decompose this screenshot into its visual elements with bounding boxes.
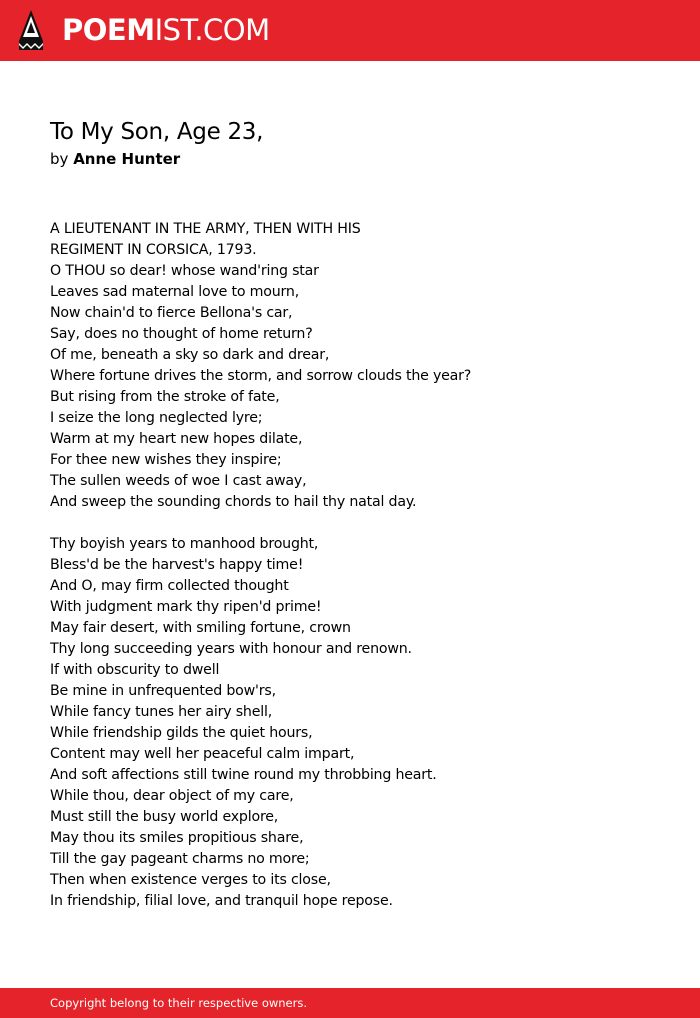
poem-line: Where fortune drives the storm, and sorrow clouds the year?: [50, 368, 472, 384]
poem-line: But rising from the stroke of fate,: [50, 389, 280, 405]
poem-line: If with obscurity to dwell: [50, 662, 220, 678]
poem-byline: [50, 149, 180, 169]
poem-line: With judgment mark thy ripen'd prime!: [50, 599, 322, 615]
poem-line: Content may well her peaceful calm impart,: [50, 746, 355, 762]
copyright-text: Copyright belong to their respective owners.: [50, 996, 308, 1010]
poem-line: I seize the long neglected lyre;: [50, 410, 263, 426]
brand-bold-text: POEM: [62, 13, 155, 47]
by-label: by: [50, 150, 69, 168]
poem-line: For thee new wishes they inspire;: [50, 452, 282, 468]
poem-stanza: [50, 219, 670, 513]
poem-line: A LIEUTENANT IN THE ARMY, THEN WITH HIS: [50, 221, 361, 237]
poem-line: And O, may firm collected thought: [50, 578, 289, 594]
poem-line: Be mine in unfrequented bow'rs,: [50, 683, 276, 699]
poem-title: To My Son, Age 23,: [50, 119, 264, 145]
poem-line: May fair desert, with smiling fortune, crown: [50, 620, 351, 636]
poem-line: Now chain'd to fierce Bellona's car,: [50, 305, 293, 321]
brand-light-text: IST.COM: [154, 13, 270, 47]
poem-line: While fancy tunes her airy shell,: [50, 704, 273, 720]
poem-line: Thy boyish years to manhood brought,: [50, 536, 319, 552]
poem-line: May thou its smiles propitious share,: [50, 830, 304, 846]
poem-line: While thou, dear object of my care,: [50, 788, 294, 804]
poem-line: O THOU so dear! whose wand'ring star: [50, 263, 319, 279]
poem-line: Of me, beneath a sky so dark and drear,: [50, 347, 330, 363]
poem-line: And soft affections still twine round my throbbing heart.: [50, 767, 437, 783]
poem-line: In friendship, filial love, and tranquil hope repose.: [50, 893, 393, 909]
poem-stanza: [50, 534, 670, 912]
site-logo[interactable]: [62, 13, 270, 47]
site-footer: [0, 988, 700, 1018]
poem-line: The sullen weeds of woe I cast away,: [50, 473, 307, 489]
poem-line: Leaves sad maternal love to mourn,: [50, 284, 300, 300]
poem-line: Must still the busy world explore,: [50, 809, 279, 825]
poem-line: Bless'd be the harvest's happy time!: [50, 557, 304, 573]
poem-line: And sweep the sounding chords to hail thy natal day.: [50, 494, 417, 510]
poem-line: Till the gay pageant charms no more;: [50, 851, 310, 867]
poem-line: While friendship gilds the quiet hours,: [50, 725, 313, 741]
pencil-mountain-icon[interactable]: [18, 10, 44, 50]
poem-line: Thy long succeeding years with honour and renown.: [50, 641, 412, 657]
poem-line: Say, does no thought of home return?: [50, 326, 313, 342]
poem-line: Then when existence verges to its close,: [50, 872, 331, 888]
poem-line: REGIMENT IN CORSICA, 1793.: [50, 242, 257, 258]
author-name: Anne Hunter: [73, 150, 181, 168]
site-header: [0, 0, 700, 61]
poem-body: [50, 219, 670, 933]
poem-line: Warm at my heart new hopes dilate,: [50, 431, 303, 447]
